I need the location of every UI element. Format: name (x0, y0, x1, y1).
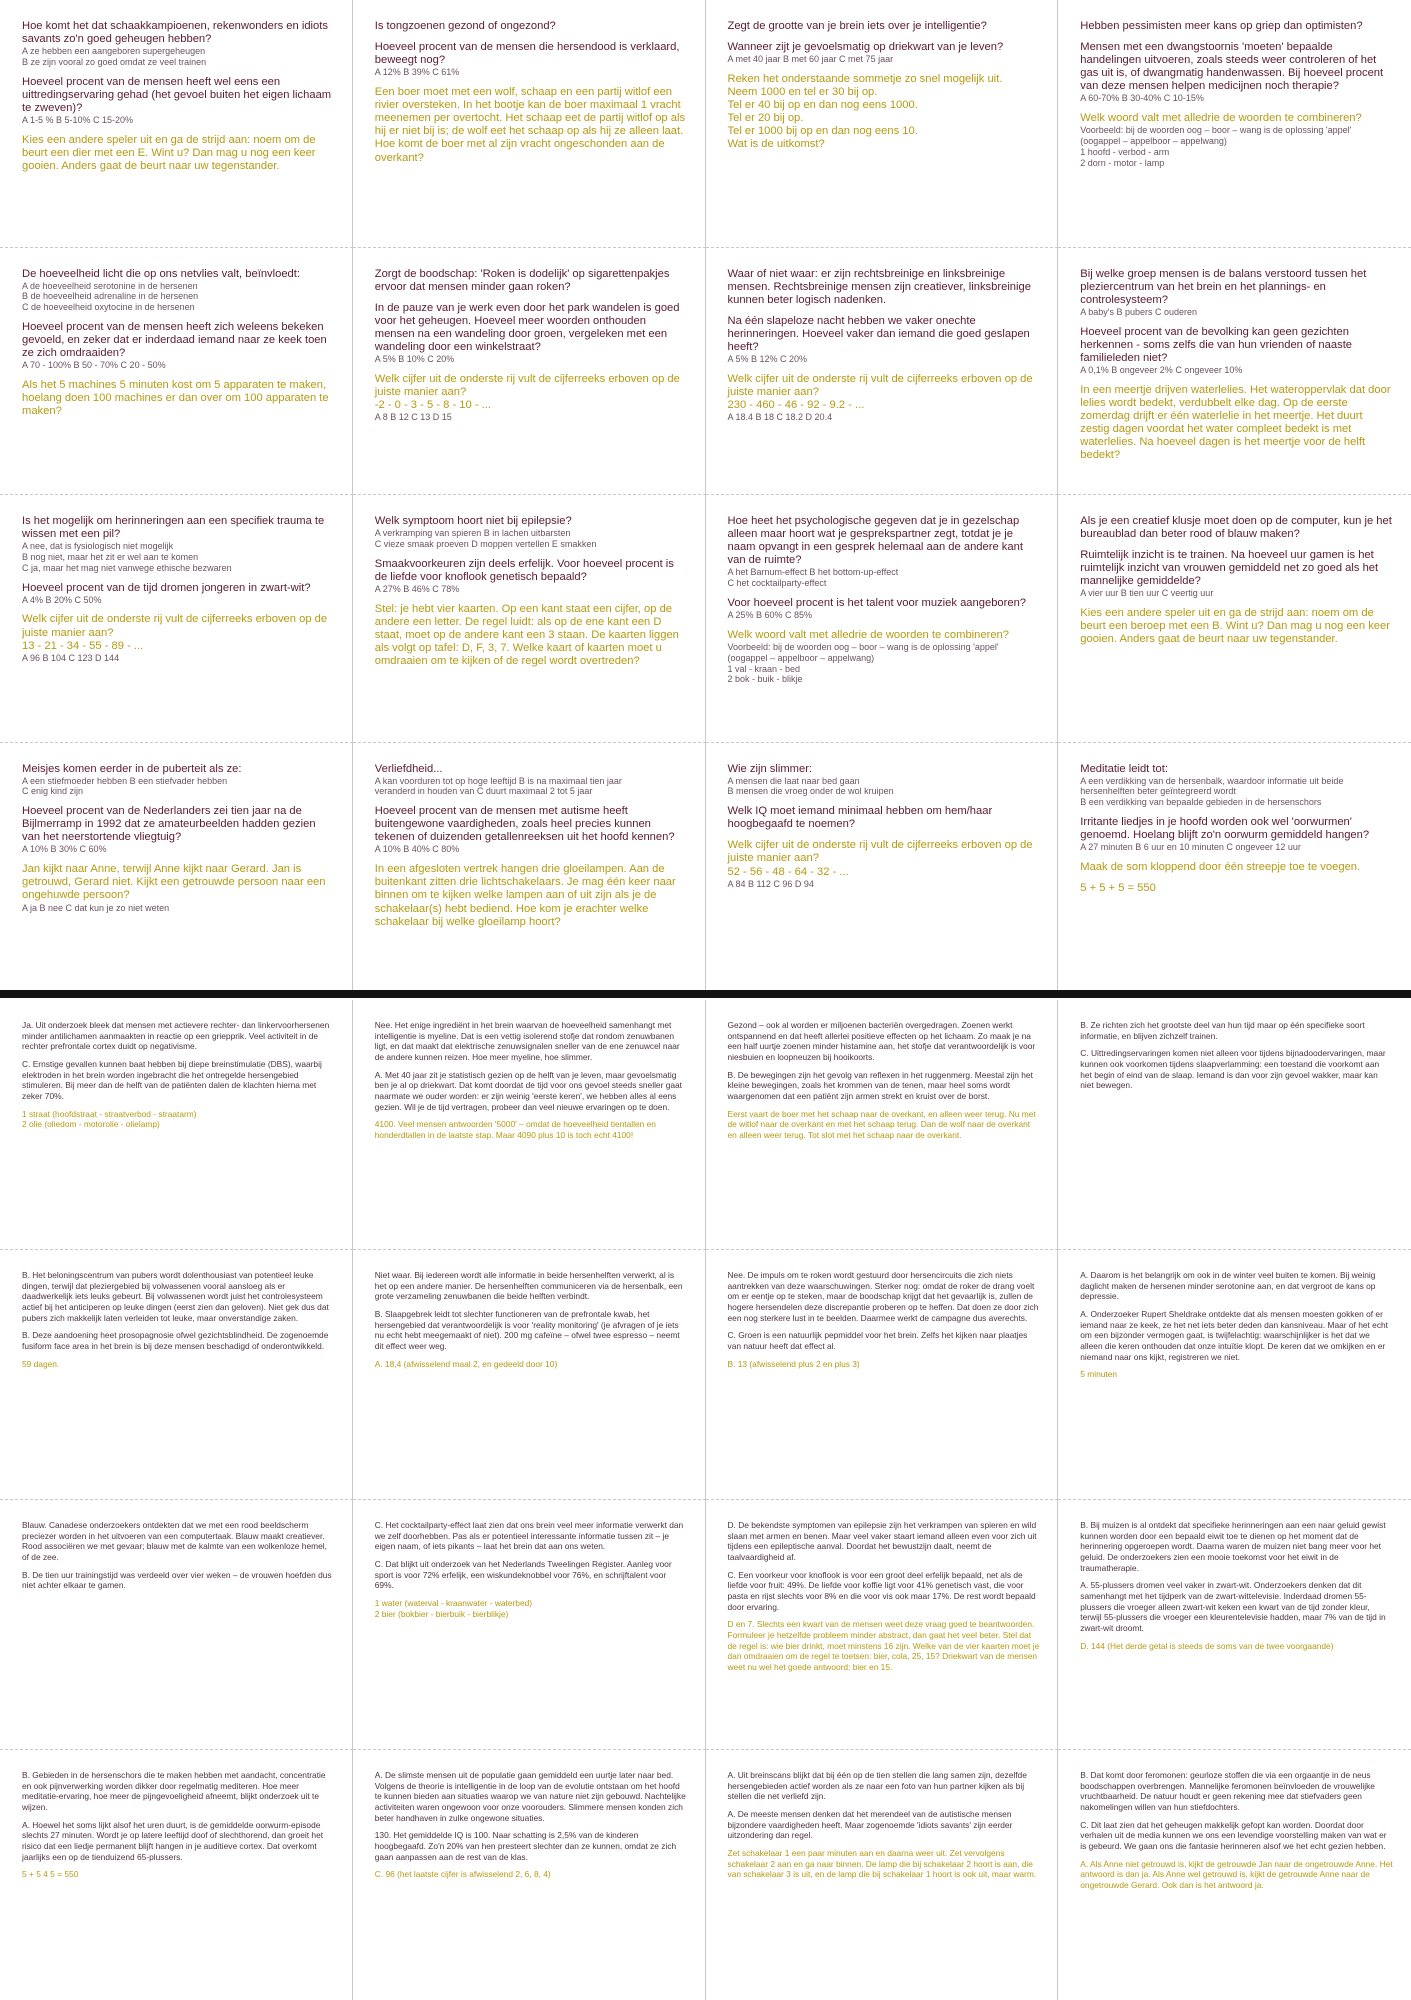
question-text: Is het mogelijk om herinneringen aan een specifiek trauma te wissen met een pil? (22, 515, 325, 541)
answer-text: B. Deze aandoening heet prosopagnosie ofwel gezichtsblindheid. De zogenoemde fusiform face area in het brein is bij deze mensen beschadigd of onderontwikkeld. (22, 1330, 329, 1352)
answer-options: A 10% B 40% C 80% (374, 844, 460, 855)
answer-options: A 60-70% B 30-40% C 10-15% (1080, 93, 1204, 104)
question-text: Hoeveel procent van de Nederlanders zei tien jaar na de Bijlmerramp in 1992 dat ze amateurbeelden hadden gezien van het neerstortende vliegtuig? (22, 805, 316, 844)
question-text: Hoe heet het psychologische gegeven dat je in gezelschap alleen maar hoort wat je gesprekspartner zegt, totdat je je naam opvangt in een gesprek helemaal aan de andere kant van de ruimte? (727, 515, 1023, 567)
answer-card (353, 1500, 706, 1750)
question-text: Hoeveel procent van de mensen heeft wel eens een uittredingservaring gehad (het gevoel buiten het eigen lichaam te zweven)? (22, 75, 332, 114)
answer-text: A. Hoewel het soms lijkt alsof het uren duurt, is de gemiddelde oorwurm-episode slechts 27 minuten. Wordt je op latere leeftijd doof of slechthorend, dan groeit het risico dat een liedje permanent blijft hangen in je auditieve cortex. Dat overkomt jaarlijks een op de tienduizend 65-plussers. (22, 1819, 324, 1862)
answer-options: C het cocktailparty-effect (727, 578, 827, 589)
question-card (0, 495, 353, 743)
question-text: Neem 1000 en tel er 30 bij op. (727, 86, 878, 99)
answer-options: B de hoeveelheid adrenaline in de hersenen (22, 291, 199, 302)
question-text: Welk symptoom hoort niet bij epilepsie? (374, 515, 572, 527)
answer-text: 5 + 5 4 5 = 550 (22, 1869, 79, 1880)
answer-card (353, 1000, 706, 1250)
question-text: Tel er 1000 bij op en dan nog eens 10. (727, 125, 918, 138)
answer-text: 1 water (waterval - kraanwater - waterbed) (374, 1598, 533, 1609)
question-text: Jan kijkt naar Anne, terwijl Anne kijkt naar Gerard. Jan is getrouwd, Gerard niet. Kijkt een getrouwde persoon naar een ongehuwde persoon? (22, 863, 326, 902)
question-text: Meditatie leidt tot: (1080, 762, 1168, 775)
answer-options: A vier uur B tien uur C veertig uur (1080, 588, 1214, 599)
answer-text: A. Uit breinscans blijkt dat bij één op de tien stellen die lang samen zijn, dezelfde hersengebieden actief worden als ze naar een foto van hun partner kijken als bij stellen die net verliefd zijn. (727, 1770, 1027, 1802)
question-text: Smaakvoorkeuren zijn deels erfelijk. Voor hoeveel procent is de liefde voor knoflook genetisch bepaald? (374, 557, 674, 583)
question-text: Verliefdheid... (374, 762, 443, 775)
question-card (0, 743, 353, 991)
answer-text: D en 7. Slechts een kwart van de mensen weet deze vraag goed te beantwoorden. Formuleer je hetzelfde probleem minder abstract, dan gaat het veel beter. Stel dat de regel is: wie bier drinkt, moet minstens 16 zijn. Welke van de vier kaarten moet je dan omdraaien om de regel te toetsen: bier, cola, 25, 15? Driekwart van de mensen weet nu wel het goede antwoord: bier en 15. (727, 1619, 1040, 1673)
answer-text: C. Ernstige gevallen kunnen baat hebben bij diepe breinstimulatie (DBS), waarbij elektroden in het brein worden ingebracht die het ontregelde hersengebied stimuleren. Bij meer dan de helft van de patiënten dalen de klachten hierna met zeker 70%. (22, 1059, 322, 1102)
question-text: Waar of niet waar: er zijn rechtsbreinige en linksbreinige mensen. Rechtsbreinige mensen zijn creatiever, linksbreinige kunnen beter logisch nadenken. (727, 267, 1031, 306)
answer-options: B mensen die vroeg onder de wol kruipen (727, 786, 894, 797)
answer-text: 59 dagen. (22, 1358, 60, 1369)
question-text: Reken het onderstaande sommetje zo snel mogelijk uit. (727, 72, 1003, 85)
answer-options: C de hoeveelheid oxytocine in de hersenen (22, 302, 195, 313)
answer-options: A een verdikking van de hersenbalk, waardoor informatie uit beide hersenhelften beter geïntegreerd wordt (1080, 775, 1344, 797)
question-text: Zegt de grootte van je brein iets over je intelligentie? (727, 20, 987, 32)
answer-text: C. Een voorkeur voor knoflook is voor een groot deel erfelijk bepaald, net als de liefde voor fruit: 49%. De liefde voor koffie ligt voor 41% genetisch vast, die voor pasta en rijst slechts voor 8% en die voor vis ook maar 17%. De rest wordt bepaald door ervaring. (727, 1569, 1036, 1612)
question-card (1058, 0, 1411, 248)
question-text: Hoeveel procent van de mensen met autisme heeft buitengewone vaardigheden, zoals heel precies kunnen tekenen of duizenden getallenreeksen uit het hoofd kennen? (374, 805, 675, 844)
question-text: Hoeveel procent van de mensen die hersendood is verklaard, beweegt nog? (374, 41, 680, 67)
answer-options: A het Barnum-effect B het bottom-up-effect (727, 567, 899, 578)
question-text: Een boer moet met een wolf, schaap en een partij witlof een rivier oversteken. In het bootje kan de boer maximaal 1 vracht meenemen per overtocht. Het schaap eet de partij witlof op als hij er niet bij is; de wolf eet het schaap op als hij ze alleen laat. Hoe komt de boer met al zijn vracht ongeschonden aan de overkant? (374, 86, 686, 164)
answer-card (0, 1750, 353, 2000)
answer-text: Blauw. Canadese onderzoekers ontdekten dat we met een rood beeldscherm preciezer worden in het uitvoeren van een computertaak. Blauw maakt creatiever. Rood associëren we met gevaar; blauw met de kalmte van een wolkenloze hemel, of de zee. (22, 1520, 327, 1563)
answer-text: B. Ze richten zich het grootste deel van hun tijd maar op één specifieke soort informatie, en blijven zichzelf trainen. (1080, 1020, 1365, 1041)
answer-text: Nee. De impuls om te roken wordt gestuurd door hersencircuits die zich niets aantrekken van deze waarschuwingen. Sterker nog: omdat de roker de drang voelt om er eentje op te steken, maar de boodschap krijgt dat het gevaarlijk is, zullen de hogere hersendelen deze discrepantie proberen op te heffen. Dat doen ze door zich een nog sterkere lust in te beelden. Daarmee werkt de campagne dus averechts. (727, 1270, 1039, 1323)
answer-card (0, 1000, 353, 1250)
answer-text: A. 55-plussers dromen veel vaker in zwart-wit. Onderzoekers denken dat dit samenhangt met het tijdperk van de zwart-wittelevisie. Inderdaad dromen 55-plussers die vroeger alleen zwart-wit keken een kwart van de tijd zonder kleur, terwijl 55-plussers die vroeger een kleurentelevisie hadden, maar 7% van de tijd in zwart-wit droomt. (1080, 1580, 1386, 1634)
answer-card (353, 1250, 706, 1500)
question-card (1058, 495, 1411, 743)
answer-card (1058, 1750, 1411, 2000)
question-card (706, 743, 1059, 991)
question-text: Welk cijfer uit de onderste rij vult de cijferreeks erboven op de juiste manier aan? (22, 613, 328, 639)
answer-text: A. De meeste mensen denken dat het merendeel van de autistische mensen bijzondere vaardigheden heeft. Maar zogenoemde 'idiots savants' zijn eerder uitzondering dan regel. (727, 1809, 1013, 1841)
question-text: 13 - 21 - 34 - 55 - 89 - ... (22, 639, 144, 652)
question-text: 5 + 5 + 5 = 550 (1080, 882, 1156, 895)
answer-options: A 0,1% B ongeveer 2% C ongeveer 10% (1080, 364, 1243, 375)
answer-text: A. Onderzoeker Rupert Sheldrake ontdekte dat als mensen moesten gokken of er iemand naar ze keek, ze het net iets beter deden dan kansniveau. Maar of het echt om een bijzonder vermogen gaat, is twijfelachtig: waarschijnlijker is het dat we alleen die keren onthouden dat onze intuïtie klopt. De keren dat we omkijken en er niemand naar ons kijkt, registreren we niet. (1080, 1309, 1388, 1362)
question-text: Kies een andere speler uit en ga de strijd aan: noem om de beurt een beroep met een B. Wint u? Dan mag u nog een keer gooien. Anders gaat de beurt naar uw tegenstander. (1080, 607, 1390, 646)
question-text: Tel er 40 bij op en dan nog eens 1000. (727, 99, 918, 112)
question-text: Hebben pessimisten meer kans op griep dan optimisten? (1080, 20, 1363, 32)
answer-options: B nog niet, maar het zit er wel aan te komen (22, 551, 199, 562)
answer-text: B. Gebieden in de hersenschors die te maken hebben met aandacht, concentratie en ook pijnverwerking worden dikker door regelmatig mediteren. Hoe meer meditatie-ervaring, hoe meer de pijngevoeligheid afneemt, blijkt onderzoek uit te wijzen. (22, 1770, 326, 1813)
question-card (353, 0, 706, 248)
question-text: Kies een andere speler uit en ga de strijd aan: noem om de beurt een dier met een E. Wint u? Dan mag u nog een keer gooien. Anders gaat de beurt naar uw tegenstander. (22, 133, 316, 173)
question-text: Bij welke groep mensen is de balans verstoord tussen het pleziercentrum van het brein en het plannings- en controlesysteem? (1080, 267, 1367, 306)
answer-text: C. Dat blijkt uit onderzoek van het Nederlands Tweelingen Register. Aanleg voor sport is voor 72% erfelijk, een wiskundeknobbel voor 76%, en schrijftalent voor 69%. (374, 1559, 672, 1591)
answer-options: A met 40 jaar B met 60 jaar C met 75 jaar (727, 54, 894, 65)
question-text: Hoeveel procent van de tijd dromen jongeren in zwart-wit? (22, 581, 311, 594)
answer-options: B ze zijn vooral zo goed omdat ze veel trainen (22, 56, 207, 67)
answer-card (1058, 1500, 1411, 1750)
answer-options: A 18.4 B 18 C 18.2 D 20.4 (727, 412, 833, 423)
section-divider (0, 990, 1411, 998)
question-text: Mensen met een dwangstoornis 'moeten' bepaalde handelingen uitvoeren, zoals steeds weer controleren of het gas uit is, of dwangmatig handenwassen. Bij hoeveel procent van deze mensen helpen medicijnen noch therapie? (1080, 41, 1384, 93)
answer-text: B. Dat komt door feromonen: geurloze stoffen die via een orgaantje in de neus boodschappen overbrengen. Mannelijke feromonen beïnvloeden de vrouwelijke vruchtbaarheid. De natuur houdt er geen rekening mee dat stiefvaders geen nakomelingen willen van hun stiefdochters. (1080, 1770, 1375, 1813)
answer-text: B. De bewegingen zijn het gevolg van reflexen in het ruggenmerg. Meestal zijn het kleine bewegingen, zoals het krommen van de tenen, maar heel soms wordt waargenomen dat een patiënt zijn armen strekt en kruist over de borst. (727, 1069, 1033, 1102)
question-text: Welk woord valt met alledrie de woorden te combineren? (1080, 112, 1362, 125)
question-text: Als je een creatief klusje moet doen op de computer, kun je het bureaublad dan beter rood of blauw maken? (1080, 515, 1392, 541)
answer-card (0, 1250, 353, 1500)
question-text: Irritante liedjes in je hoofd worden ook wel 'oorwurmen' genoemd. Hoelang blijft zo'n oorwurm gemiddeld hangen? (1080, 815, 1370, 842)
answer-options: A ja B nee C dat kun je zo niet weten (22, 902, 170, 913)
question-card (353, 248, 706, 496)
question-text: Welk cijfer uit de onderste rij vult de cijferreeks erboven op de juiste manier aan? (727, 372, 1033, 398)
answer-text: B. De tien uur trainingstijd was verdeeld over vier weken – de vrouwen hoefden dus niet achter elkaar te gamen. (22, 1569, 332, 1591)
question-text: Welk cijfer uit de onderste rij vult de cijferreeks erboven op de juiste manier aan? (727, 839, 1033, 865)
question-text: In een afgesloten vertrek hangen drie gloeilampen. Aan de buitenkant zitten drie lichtschakelaars. Je mag één keer naar binnen om te kijken welke lampen aan of uit zijn als je de schakelaar(s) hebt bediend. Hoe kom je erachter welke schakelaar bij welke gloeilamp hoort? (374, 863, 676, 928)
answer-card (1058, 1000, 1411, 1250)
question-text: Zorgt de boodschap: 'Roken is dodelijk' op sigarettenpakjes ervoor dat mensen minder gaan roken? (374, 267, 670, 293)
question-text: Maak de som kloppend door één streepje toe te voegen. (1080, 860, 1361, 873)
question-text: Wat is de uitkomst? (727, 138, 825, 151)
answer-options: A 5% B 12% C 20% (727, 354, 808, 365)
question-text: Voor hoeveel procent is het talent voor muziek aangeboren? (727, 596, 1027, 609)
question-text: Is tongzoenen gezond of ongezond? (374, 20, 556, 32)
question-text: Na één slapeloze nacht hebben we vaker onechte herinneringen. Hoeveel vaker dan iemand die goed geslapen heeft? (727, 314, 1030, 353)
answer-cards-grid (0, 1000, 1411, 2000)
question-text: De hoeveelheid licht die op ons netvlies valt, beïnvloedt: (22, 267, 300, 280)
question-text: Stel: je hebt vier kaarten. Op een kant staat een cijfer, op de andere een letter. De regel luidt: als op de ene kant een D staat, moet op de andere kant een 3 staan. De kaarten liggen als volgt op tafel: D, F, 3, 7. Welke kaart of kaarten moet u omdraaien om te kijken of de regel wordt overtreden? (374, 602, 679, 668)
answer-text: 2 olie (oliedom - motorolie - olielamp) (22, 1119, 160, 1130)
answer-options: A de hoeveelheid serotonine in de hersenen (22, 280, 198, 291)
question-card (1058, 248, 1411, 496)
answer-options: Voorbeeld: bij de woorden oog – boor – wang is de oplossing 'appel' (oogappel – appelboor – appelwang) (727, 641, 999, 663)
question-text: Hoe komt het dat schaakkampioenen, rekenwonders en idiots savants zo'n goed geheugen hebben? (22, 20, 328, 46)
answer-card (706, 1000, 1059, 1250)
question-text: Welk IQ moet iemand minimaal hebben om hem/haar hoogbegaafd te noemen? (727, 805, 993, 831)
answer-text: Niet waar. Bij iedereen wordt alle informatie in beide hersenhelften verwerkt, al is het op een andere manier. De hersenhelften communiceren via de hersenbalk, een grote verzameling zenuwbanen die beide helften verbindt. (374, 1270, 683, 1302)
answer-options: Voorbeeld: bij de woorden oog – boor – wang is de oplossing 'appel' (oogappel – appelboor – appelwang) (1080, 125, 1352, 147)
answer-card (706, 1250, 1059, 1500)
answer-card (706, 1750, 1059, 2000)
answer-options: A kan voorduren tot op hoge leeftijd B is na maximaal tien jaar (374, 775, 622, 786)
answer-text: D. De bekendste symptomen van epilepsie zijn het verkrampen van spieren en wild slaan met armen en benen. Maar veel vaker staart iemand alleen even voor zich uit tijdens een epileptische aanval. Doordat het bewustzijn daalt, neemt de taalvaardigheid af. (727, 1520, 1037, 1563)
answer-text: B. 13 (afwisselend plus 2 en plus 3) (727, 1358, 860, 1369)
answer-options: A 27 minuten B 6 uur en 10 minuten C ongeveer 12 uur (1080, 842, 1301, 853)
question-card (0, 0, 353, 248)
answer-options: A mensen die laat naar bed gaan (727, 775, 860, 786)
answer-options: A 10% B 30% C 60% (22, 844, 107, 855)
answer-text: C. Het cocktailparty-effect laat zien dat ons brein veel meer informatie verwerkt dan we zelf doorhebben. Pas als er potentieel interessante informatie tussen zit – je eigen naam, of iets pikants – laat het brein dat aan ons weten. (374, 1520, 684, 1552)
answer-options: veranderd in houden van C duurt maximaal 2 tot 5 jaar (374, 786, 593, 797)
answer-text: Ja. Uit onderzoek bleek dat mensen met actievere rechter- dan linkervoorhersenen minder antilichamen aanmaakten in reactie op een griepprik. Veel activiteit in de rechter prefrontale cortex duidt op negativisme. (22, 1020, 330, 1052)
answer-text: D. 144 (Het derde getal is steeds de soms van de twee voorgaande) (1080, 1640, 1334, 1651)
question-text: In een meertje drijven waterlelies. Het wateroppervlak dat door lelies wordt bedekt, verdubbelt elke dag. Op de eerste zomerdag drijft er één waterlelie in het meertje. Het duurt zestig dagen voordat het water compleet bedekt is met waterlelies. Na hoeveel dagen is het meertje voor de helft bedekt? (1080, 383, 1391, 462)
answer-text: Eerst vaart de boer met het schaap naar de overkant, en alleen weer terug. Nu met de witlof naar de overkant en met het schaap terug. Dan de wolf naar de overkant en alleen weer terug. Tot slot met het schaap naar de overkant. (727, 1108, 1036, 1141)
answer-text: C. Dit laat zien dat het geheugen makkelijk gefopt kan worden. Doordat door verhalen uit de media kunnen we ons een levendige voorstelling maken van wat er is gebeurd. We gaan ons die fantasie herinneren alsof we het echt gezien hebben. (1080, 1819, 1387, 1852)
question-text: -2 - 0 - 3 - 5 - 8 - 10 - ... (374, 399, 492, 412)
answer-options: A 25% B 60% C 85% (727, 610, 813, 621)
answer-text: A. Met 40 jaar zit je statistisch gezien op de helft van je leven, maar gevoelsmatig ben je al op driekwart. Dat komt doordat de tijd voor ons gevoel steeds sneller gaat naarmate we ouder worden: er zijn weinig 'eerste keren', we hebben alles al eens gezien. Wil je de tijd vertragen, probeer dan veel nieuwe ervaringen op te doen. (374, 1069, 683, 1112)
answer-text: 2 bier (bokbier - bierbuik - bierblikje) (374, 1608, 509, 1619)
answer-options: A 27% B 46% C 78% (374, 583, 460, 594)
answer-card (706, 1500, 1059, 1750)
question-card (1058, 743, 1411, 991)
question-text: Ruimtelijk inzicht is te trainen. Na hoeveel uur gamen is het ruimtelijk inzicht van vrouwen gemiddeld net zo goed als het mannelijke gemiddelde? (1080, 549, 1379, 588)
question-text: Welk cijfer uit de onderste rij vult de cijferreeks erboven op de juiste manier aan? (374, 372, 680, 398)
answer-text: 4100. Veel mensen antwoorden '5000' – omdat de hoeveelheid tientallen en honderdtallen in de laatste stap. Maar 4090 plus 10 is toch echt 4100! (374, 1119, 656, 1141)
answer-options: A 5% B 10% C 20% (374, 354, 455, 365)
answer-options: A baby's B pubers C ouderen (1080, 306, 1198, 317)
answer-text: Zet schakelaar 1 een paar minuten aan en daarna weer uit. Zet vervolgens schakelaar 2 aan en ga naar binnen. De lamp die bij schakelaar 2 hoort is aan, die van schakelaar 3 is uit, en de lamp die bij schakelaar 1 hoort is ook uit, maar warm. (727, 1848, 1037, 1880)
answer-text: A. Daarom is het belangrijk om ook in de winter veel buiten te komen. Bij weinig daglicht maken de hersenen minder serotonine aan, en dat vergroot de kans op depressie. (1080, 1270, 1376, 1302)
answer-text: C. Groen is een natuurlijk pepmiddel voor het brein. Zelfs het kijken naar plaatjes van natuur heeft dat effect al. (727, 1330, 1028, 1352)
answer-options: A 84 B 112 C 96 D 94 (727, 878, 814, 889)
answer-options: A 8 B 12 C 13 D 15 (374, 412, 452, 423)
answer-card (0, 1500, 353, 1750)
question-text: Wie zijn slimmer: (727, 762, 813, 775)
question-card (353, 743, 706, 991)
answer-options: A 4% B 20% C 50% (22, 594, 102, 605)
question-card (706, 0, 1059, 248)
question-text: In de pauze van je werk even door het park wandelen is goed voor het geheugen. Hoeveel meer woorden onthouden mensen na een wandeling door groen, vergeleken met een wandeling door een winkelstraat? (374, 301, 680, 353)
question-card (706, 495, 1059, 743)
answer-options: A 1-5 % B 5-10% C 15-20% (22, 115, 134, 126)
answer-text: 5 minuten (1080, 1369, 1118, 1380)
answer-options: 1 val - kraan - bed (727, 663, 801, 674)
answer-card (353, 1750, 706, 2000)
answer-text: Nee. Het enige ingrediënt in het brein waarvan de hoeveelheid samenhangt met intelligentie is myeline. Dat is een vettig isolerend stofje dat rondom zenuwbanen ligt, en dat maakt dat elektrische zenuwsignalen sneller van de ene zenuwcel naar de andere kunnen reizen. Hoe meer myeline, hoe slimmer. (374, 1020, 680, 1063)
question-text: Tel er 20 bij op. (727, 112, 804, 125)
answer-text: C. Uittredingservaringen komen niet alleen voor tijdens bijnadoodervaringen, maar kunnen ook voorkomen tijdens slaapverlamming: een toestand die voorkomt aan het begin of eind van de slaap. Iemand is dan voor zijn gevoel wakker, maar kan niet bewegen. (1080, 1048, 1386, 1091)
question-text: Hoeveel procent van de bevolking kan geen gezichten herkennen - soms zelfs die van hun vrienden of naaste familieleden niet? (1080, 325, 1353, 364)
answer-options: C vieze smaak proeven D moppen vertellen E smakken (374, 538, 597, 549)
answer-options: A ze hebben een aangeboren supergeheugen (22, 46, 206, 57)
question-text: Als het 5 machines 5 minuten kost om 5 apparaten te maken, hoelang doen 100 machines er dan over om 100 apparaten te maken? (22, 379, 329, 418)
answer-text: A. 18,4 (afwisselend maal 2, en gedeeld door 10) (374, 1358, 558, 1369)
answer-text: B. Bij muizen is al ontdekt dat specifieke herinneringen aan een naar geluid gewist kunnen worden door een bepaald eiwit toe te dienen op het moment dat de herinnering opgeroepen wordt. Daarna waren de muizen niet bang meer voor het geluid. De onderzoekers zien een mooie toekomst voor het eiwit in de traumatherapie. (1080, 1520, 1386, 1573)
question-card (353, 495, 706, 743)
question-text: 52 - 56 - 48 - 64 - 32 - ... (727, 865, 849, 878)
answer-options: A verkramping van spieren B in lachen uitbarsten (374, 528, 571, 539)
question-text: 230 - 460 - 46 - 92 - 9.2 - ... (727, 399, 865, 412)
answer-options: C enig kind zijn (22, 786, 84, 797)
answer-options: A 70 - 100% B 50 - 70% C 20 - 50% (22, 360, 166, 371)
answer-text: Gezond – ook al worden er miljoenen bacteriën overgedragen. Zoenen werkt ontspannend en dat heeft allerlei positieve effecten op het lichaam. Zo maak je na een half uurtje zoenen minder histamine aan, het stofje dat verantwoordelijk is voor niesbuien en loopneuzen bij hooikoorts. (727, 1020, 1036, 1063)
answer-options: A 96 B 104 C 123 D 144 (22, 652, 120, 663)
answer-options: A een stiefmoeder hebben B een stiefvader hebben (22, 775, 228, 786)
answer-text: B. Het beloningscentrum van pubers wordt dolenthousiast van potentieel leuke dingen, terwijl dat pleziergebied bij volwassenen vooral aansloeg als er daadwerkelijk iets leuks gebeurt. Bij volwassenen wordt juist het controlesysteem actief bij het anticiperen op leuke dingen (eerst zien dan geloven). Niet gek dus dat pubers zich makkelijk laten verleiden tot leuke, maar onverstandige zaken. (22, 1270, 329, 1323)
answer-text: 1 straat (hoofdstraat - straatverbod - straatarm) (22, 1108, 197, 1119)
answer-options: C ja, maar het mag niet vanwege ethische bezwaren (22, 562, 232, 573)
answer-options: 2 bok - buik - blikje (727, 674, 803, 685)
answer-card (1058, 1250, 1411, 1500)
answer-text: B. Slaapgebrek leidt tot slechter functioneren van de prefrontale kwab, het hersengebied dat verantwoordelijk is voor 'reality monitoring' (je afvragen of je iets nu echt hebt meegemaakt of niet). 200 mg cafeïne – ofwel twee espresso – neemt dit effect weer weg. (374, 1309, 680, 1352)
answer-text: A. De slimste mensen uit de populatie gaan gemiddeld een uurtje later naar bed. Volgens de theorie is intelligentie in de loop van de evolutie ontstaan om het hoofd te kunnen bieden aan situaties waarop we van nature niet zijn gebouwd. Nachtelijke activiteiten waren ongewoon voor onze voorouders. Slimmere mensen konden zich beter handhaven in zulke ongewone situaties. (374, 1770, 686, 1823)
question-card (0, 248, 353, 496)
answer-text: A. Als Anne niet getrouwd is, kijkt de getrouwde Jan naar de ongetrouwde Anne. Het antwoord is dan ja. Als Anne wel getrouwd is, kijkt de getrouwde Anne naar de ongetrouwde Gerard. Ook dan is het antwoord ja. (1080, 1858, 1393, 1891)
question-text: Welk woord valt met alledrie de woorden te combineren? (727, 628, 1009, 641)
answer-options: A nee, dat is fysiologisch niet mogelijk (22, 541, 174, 552)
answer-text: 130. Het gemiddelde IQ is 100. Naar schatting is 2,5% van de kinderen hoogbegaafd. Zo'n 20% van hen presteert slechter dan ze kunnen, omdat ze zich gaan aanpassen aan de rest van de klas. (374, 1830, 677, 1862)
question-text: Meisjes komen eerder in de puberteit als ze: (22, 762, 242, 775)
answer-options: 2 dorn - motor - lamp (1080, 157, 1165, 168)
answer-options: A 12% B 39% C 61% (374, 67, 460, 78)
answer-text: C. 96 (het laatste cijfer is afwisselend 2, 6, 8, 4) (374, 1869, 551, 1880)
question-text: Wanneer zijt je gevoelsmatig op driekwart van je leven? (727, 41, 1004, 54)
question-text: Hoeveel procent van de mensen heeft zich weleens bekeken gevoeld, en zeker dat er inderdaad iemand naar ze keek toen ze zich omdraaiden? (22, 320, 327, 360)
question-cards-grid (0, 0, 1411, 990)
question-card (706, 248, 1059, 496)
answer-options: 1 hoofd - verbod - arm (1080, 146, 1170, 157)
answer-options: B een verdikking van bepaalde gebieden in de hersenschors (1080, 797, 1322, 808)
